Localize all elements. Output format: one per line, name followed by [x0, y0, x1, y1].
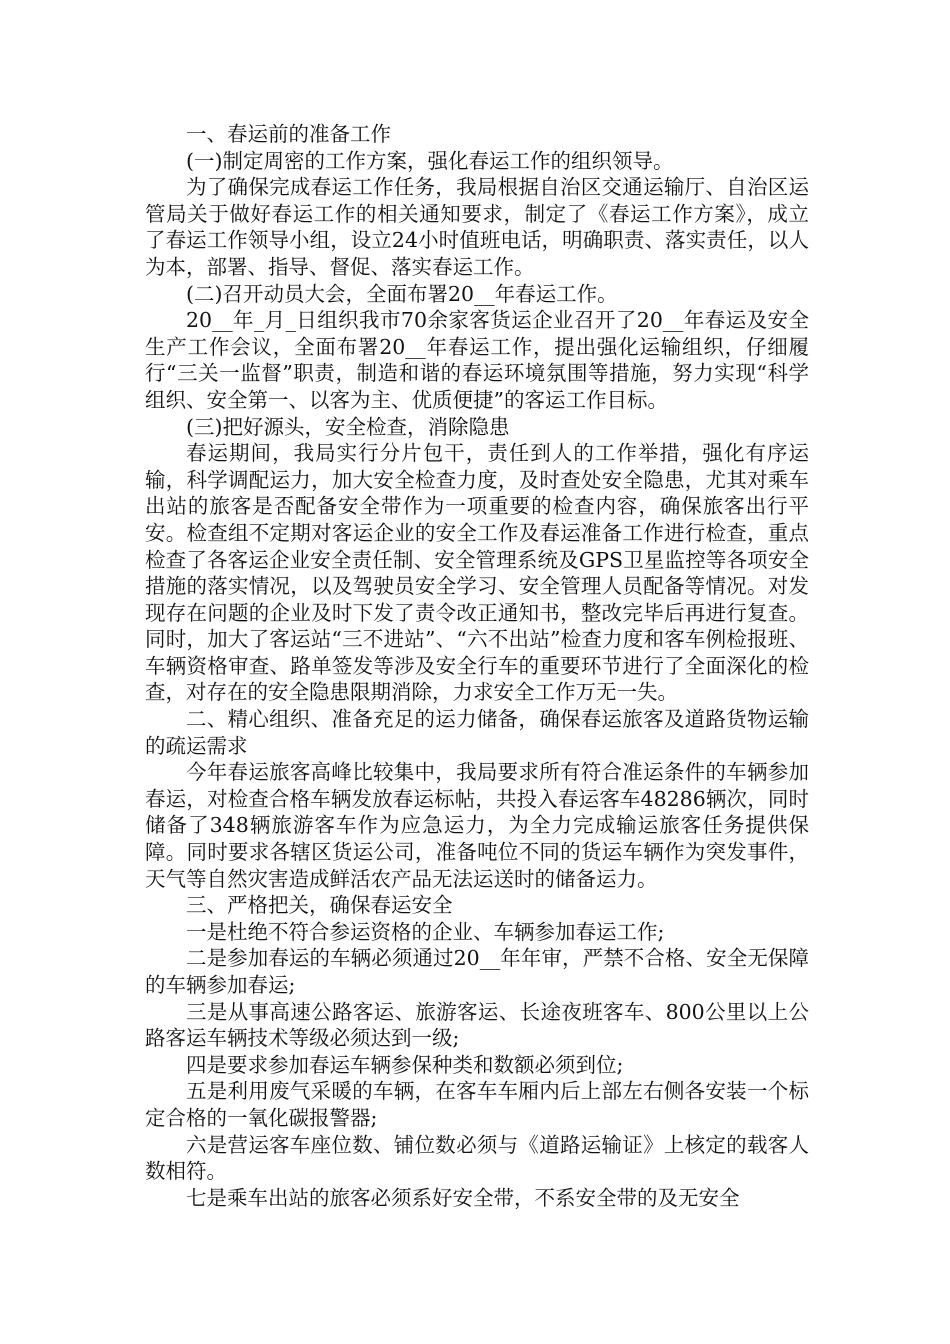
list-item: 一是杜绝不符合参运资格的企业、车辆参加春运工作; — [186, 919, 665, 944]
list-item: 二是参加春运的车辆必须通过20__年年审，严禁不合格、安全无保障的车辆参加春运; — [145, 946, 809, 997]
heading-2: 二、精心组织、准备充足的运力储备，确保春运旅客及道路货物运输的疏运需求 — [145, 707, 809, 758]
subheading-1-1: (一)制定周密的工作方案，强化春运工作的组织领导。 — [186, 148, 674, 173]
list-item: 五是利用废气采暖的车辆，在客车车厢内后上部左右侧各安装一个标定合格的一氧化碳报警器; — [145, 1079, 809, 1130]
paragraph: 为了确保完成春运工作任务，我局根据自治区交通运输厅、自治区运管局关于做好春运工作的相关通知要求，制定了《春运工作方案》，成立了春运工作领导小组，设立24小时值班电话，明确职责、落实责任，以人为本，部署、指导、督促、落实春运工作。 — [145, 175, 809, 279]
list-item: 四是要求参加春运车辆参保种类和数额必须到位; — [186, 1052, 624, 1077]
heading-1: 一、春运前的准备工作 — [186, 122, 391, 146]
list-item: 三是从事高速公路客运、旅游客运、长途夜班客车、800公里以上公路客运车辆技术等级必须达到一级; — [145, 999, 809, 1051]
paragraph: 春运期间，我局实行分片包干，责任到人的工作举措，强化有序运输，科学调配运力，加大安全检查力度，及时查处安全隐患，尤其对乘车出站的旅客是否配备安全带作为一项重要的检查内容，确保旅客出行平安。检查组不定期对客运企业的安全工作及春运准备工作进行检查，重点检查了各客运企业安全责任制、安全管理系统及GPS卫星监控等各项安全措施的落实情况，以及驾驶员安全学习、安全管理人员配备等情况。对发现存在问题的企业及时下发了责令改正通知书，整改完毕后再进行复查。同时，加大了客运站“三不进站”、“六不出站”检查力度和客车例检报班、车辆资格审查、路单签发等涉及安全行车的重要环节进行了全面深化的检查，对存在的安全隐患限期消除，力求安全工作万无一失。 — [145, 441, 809, 705]
list-item: 六是营运客车座位数、铺位数必须与《道路运输证》上核定的载客人数相符。 — [145, 1132, 809, 1184]
document-body — [145, 121, 809, 1211]
paragraph: 今年春运旅客高峰比较集中，我局要求所有符合准运条件的车辆参加春运，对检查合格车辆发放春运标帖，共投入春运客车48286辆次，同时储备了348辆旅游客车作为应急运力，为全力完成输运旅客任务提供保障。同时要求各辖区货运公司，准备吨位不同的货运车辆作为突发事件，天气等自然灾害造成鲜活农产品无法运送时的储备运力。 — [145, 760, 809, 891]
paragraph: 20__年_月_日组织我市70余家客货运企业召开了20__年春运及安全生产工作会议，全面布署20__年春运工作，提出强化运输组织，仔细履行“三关一监督”职责，制造和谐的春运环境氛围等措施，努力实现“科学组织、安全第一、以客为主、优质便捷”的客运工作目标。 — [145, 308, 809, 412]
subheading-1-3: (三)把好源头，安全检查，消除隐患 — [186, 414, 510, 439]
subheading-1-2: (二)召开动员大会，全面布署20__年春运工作。 — [186, 281, 618, 306]
heading-3: 三、严格把关，确保春运安全 — [186, 893, 453, 918]
list-item: 七是乘车出站的旅客必须系好安全带，不系安全带的及无安全 — [186, 1185, 740, 1210]
